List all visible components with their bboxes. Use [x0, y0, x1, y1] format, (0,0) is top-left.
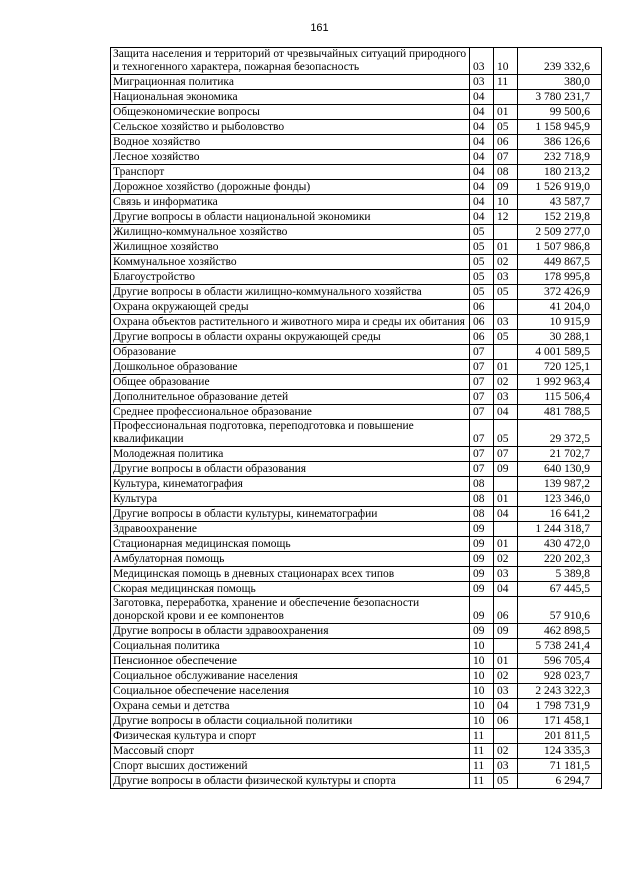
table-row — [111, 420, 602, 447]
amount-cell: 1 526 919,0 — [518, 180, 602, 195]
subsection-code-cell: 01 — [494, 360, 518, 375]
amount-cell: 6 294,7 — [518, 774, 602, 789]
subsection-code-cell: 02 — [494, 255, 518, 270]
amount-cell: 30 288,1 — [518, 330, 602, 345]
subsection-code-cell: 06 — [494, 714, 518, 729]
subsection-code-cell — [494, 477, 518, 492]
section-code-cell: 11 — [470, 744, 494, 759]
section-code-cell: 08 — [470, 507, 494, 522]
table-row — [111, 714, 602, 729]
section-code-cell: 07 — [470, 462, 494, 477]
subsection-code-cell: 07 — [494, 150, 518, 165]
expense-name-cell: Дошкольное образование — [111, 360, 470, 375]
subsection-code-cell: 03 — [494, 390, 518, 405]
subsection-code-cell: 03 — [494, 567, 518, 582]
amount-cell: 171 458,1 — [518, 714, 602, 729]
amount-cell: 928 023,7 — [518, 669, 602, 684]
section-code-cell: 05 — [470, 255, 494, 270]
amount-cell: 1 244 318,7 — [518, 522, 602, 537]
expense-name-cell: Защита населения и территорий от чрезвычайных ситуаций природного и техногенного характера, пожарная безопасность — [111, 48, 470, 75]
page-number: 161 — [310, 22, 329, 34]
table-row — [111, 285, 602, 300]
expense-name-cell: Физическая культура и спорт — [111, 729, 470, 744]
table-row — [111, 135, 602, 150]
expense-name-cell: Коммунальное хозяйство — [111, 255, 470, 270]
section-code-cell: 09 — [470, 567, 494, 582]
table-row — [111, 240, 602, 255]
section-code-cell: 10 — [470, 639, 494, 654]
subsection-code-cell: 04 — [494, 507, 518, 522]
expense-name-cell: Сельское хозяйство и рыболовство — [111, 120, 470, 135]
amount-cell: 201 811,5 — [518, 729, 602, 744]
expense-name-cell: Стационарная медицинская помощь — [111, 537, 470, 552]
expense-name-cell: Связь и информатика — [111, 195, 470, 210]
subsection-code-cell — [494, 225, 518, 240]
expense-name-cell: Общеэкономические вопросы — [111, 105, 470, 120]
amount-cell: 115 506,4 — [518, 390, 602, 405]
section-code-cell: 11 — [470, 774, 494, 789]
table-row — [111, 624, 602, 639]
expense-name-cell: Жилищно-коммунальное хозяйство — [111, 225, 470, 240]
section-code-cell: 04 — [470, 150, 494, 165]
subsection-code-cell: 03 — [494, 759, 518, 774]
expense-name-cell: Миграционная политика — [111, 75, 470, 90]
table-row — [111, 210, 602, 225]
subsection-code-cell: 09 — [494, 624, 518, 639]
section-code-cell: 06 — [470, 330, 494, 345]
section-code-cell: 04 — [470, 210, 494, 225]
expense-name-cell: Медицинская помощь в дневных стационарах всех типов — [111, 567, 470, 582]
section-code-cell: 11 — [470, 759, 494, 774]
expense-name-cell: Жилищное хозяйство — [111, 240, 470, 255]
subsection-code-cell: 02 — [494, 669, 518, 684]
section-code-cell: 04 — [470, 180, 494, 195]
expense-name-cell: Здравоохранение — [111, 522, 470, 537]
subsection-code-cell: 03 — [494, 270, 518, 285]
section-code-cell: 09 — [470, 537, 494, 552]
budget-table — [110, 47, 602, 789]
expense-name-cell: Лесное хозяйство — [111, 150, 470, 165]
subsection-code-cell: 11 — [494, 75, 518, 90]
expense-name-cell: Охрана объектов растительного и животного мира и среды их обитания — [111, 315, 470, 330]
table-row — [111, 345, 602, 360]
table-row — [111, 90, 602, 105]
expense-name-cell: Массовый спорт — [111, 744, 470, 759]
amount-cell: 1 507 986,8 — [518, 240, 602, 255]
table-row — [111, 120, 602, 135]
subsection-code-cell: 03 — [494, 315, 518, 330]
amount-cell: 430 472,0 — [518, 537, 602, 552]
amount-cell: 16 641,2 — [518, 507, 602, 522]
expense-name-cell: Заготовка, переработка, хранение и обеспечение безопасности донорской крови и ее компонентов — [111, 597, 470, 624]
amount-cell: 720 125,1 — [518, 360, 602, 375]
expense-name-cell: Пенсионное обеспечение — [111, 654, 470, 669]
table-row — [111, 654, 602, 669]
expense-name-cell: Спорт высших достижений — [111, 759, 470, 774]
table-row — [111, 567, 602, 582]
subsection-code-cell: 08 — [494, 165, 518, 180]
section-code-cell: 08 — [470, 492, 494, 507]
subsection-code-cell: 02 — [494, 552, 518, 567]
subsection-code-cell: 02 — [494, 744, 518, 759]
amount-cell: 380,0 — [518, 75, 602, 90]
section-code-cell: 10 — [470, 669, 494, 684]
section-code-cell: 06 — [470, 315, 494, 330]
section-code-cell: 07 — [470, 360, 494, 375]
expense-name-cell: Водное хозяйство — [111, 135, 470, 150]
subsection-code-cell: 10 — [494, 195, 518, 210]
subsection-code-cell: 05 — [494, 120, 518, 135]
section-code-cell: 04 — [470, 195, 494, 210]
amount-cell: 3 780 231,7 — [518, 90, 602, 105]
subsection-code-cell: 09 — [494, 462, 518, 477]
section-code-cell: 07 — [470, 375, 494, 390]
subsection-code-cell: 01 — [494, 240, 518, 255]
table-row — [111, 537, 602, 552]
table-row — [111, 300, 602, 315]
expense-name-cell: Амбулаторная помощь — [111, 552, 470, 567]
amount-cell: 481 788,5 — [518, 405, 602, 420]
table-row — [111, 507, 602, 522]
section-code-cell: 03 — [470, 48, 494, 75]
amount-cell: 2 243 322,3 — [518, 684, 602, 699]
section-code-cell: 04 — [470, 90, 494, 105]
table-row — [111, 522, 602, 537]
subsection-code-cell: 02 — [494, 375, 518, 390]
amount-cell: 41 204,0 — [518, 300, 602, 315]
amount-cell: 29 372,5 — [518, 420, 602, 447]
amount-cell: 152 219,8 — [518, 210, 602, 225]
amount-cell: 21 702,7 — [518, 447, 602, 462]
section-code-cell: 05 — [470, 225, 494, 240]
table-row — [111, 492, 602, 507]
section-code-cell: 09 — [470, 624, 494, 639]
section-code-cell: 05 — [470, 270, 494, 285]
section-code-cell: 07 — [470, 390, 494, 405]
expense-name-cell: Охрана семьи и детства — [111, 699, 470, 714]
expense-name-cell: Профессиональная подготовка, переподготовка и повышение квалификации — [111, 420, 470, 447]
subsection-code-cell: 05 — [494, 285, 518, 300]
amount-cell: 449 867,5 — [518, 255, 602, 270]
subsection-code-cell: 05 — [494, 330, 518, 345]
section-code-cell: 07 — [470, 447, 494, 462]
expense-name-cell: Другие вопросы в области национальной экономики — [111, 210, 470, 225]
subsection-code-cell: 03 — [494, 684, 518, 699]
section-code-cell: 11 — [470, 729, 494, 744]
amount-cell: 99 500,6 — [518, 105, 602, 120]
expense-name-cell: Социальная политика — [111, 639, 470, 654]
subsection-code-cell: 09 — [494, 180, 518, 195]
table-row — [111, 225, 602, 240]
expense-name-cell: Охрана окружающей среды — [111, 300, 470, 315]
amount-cell: 5 389,8 — [518, 567, 602, 582]
table-row — [111, 684, 602, 699]
table-row — [111, 270, 602, 285]
expense-name-cell: Среднее профессиональное образование — [111, 405, 470, 420]
table-row — [111, 552, 602, 567]
amount-cell: 180 213,2 — [518, 165, 602, 180]
amount-cell: 57 910,6 — [518, 597, 602, 624]
subsection-code-cell: 04 — [494, 582, 518, 597]
amount-cell: 123 346,0 — [518, 492, 602, 507]
table-row — [111, 462, 602, 477]
subsection-code-cell — [494, 345, 518, 360]
expense-name-cell: Дорожное хозяйство (дорожные фонды) — [111, 180, 470, 195]
subsection-code-cell — [494, 90, 518, 105]
amount-cell: 1 158 945,9 — [518, 120, 602, 135]
amount-cell: 386 126,6 — [518, 135, 602, 150]
amount-cell: 5 738 241,4 — [518, 639, 602, 654]
expense-name-cell: Другие вопросы в области культуры, кинематографии — [111, 507, 470, 522]
expense-name-cell: Культура, кинематография — [111, 477, 470, 492]
section-code-cell: 07 — [470, 405, 494, 420]
table-row — [111, 774, 602, 789]
subsection-code-cell — [494, 639, 518, 654]
table-row — [111, 669, 602, 684]
expense-name-cell: Образование — [111, 345, 470, 360]
table-row — [111, 105, 602, 120]
amount-cell: 2 509 277,0 — [518, 225, 602, 240]
amount-cell: 220 202,3 — [518, 552, 602, 567]
section-code-cell: 09 — [470, 522, 494, 537]
section-code-cell: 03 — [470, 75, 494, 90]
subsection-code-cell: 04 — [494, 405, 518, 420]
expense-name-cell: Транспорт — [111, 165, 470, 180]
table-row — [111, 75, 602, 90]
subsection-code-cell: 01 — [494, 105, 518, 120]
table-row — [111, 639, 602, 654]
expense-name-cell: Другие вопросы в области жилищно-коммунального хозяйства — [111, 285, 470, 300]
amount-cell: 139 987,2 — [518, 477, 602, 492]
table-row — [111, 180, 602, 195]
section-code-cell: 07 — [470, 420, 494, 447]
subsection-code-cell: 06 — [494, 135, 518, 150]
amount-cell: 10 915,9 — [518, 315, 602, 330]
table-row — [111, 48, 602, 75]
table-row — [111, 315, 602, 330]
section-code-cell: 08 — [470, 477, 494, 492]
expense-name-cell: Другие вопросы в области физической культуры и спорта — [111, 774, 470, 789]
section-code-cell: 04 — [470, 120, 494, 135]
expense-name-cell: Общее образование — [111, 375, 470, 390]
subsection-code-cell: 12 — [494, 210, 518, 225]
budget-table-body — [111, 48, 602, 789]
subsection-code-cell: 07 — [494, 447, 518, 462]
table-row — [111, 699, 602, 714]
section-code-cell: 06 — [470, 300, 494, 315]
section-code-cell: 10 — [470, 699, 494, 714]
table-row — [111, 195, 602, 210]
table-row — [111, 477, 602, 492]
section-code-cell: 10 — [470, 654, 494, 669]
amount-cell: 67 445,5 — [518, 582, 602, 597]
subsection-code-cell: 05 — [494, 420, 518, 447]
expense-name-cell: Национальная экономика — [111, 90, 470, 105]
section-code-cell: 05 — [470, 285, 494, 300]
subsection-code-cell: 01 — [494, 492, 518, 507]
subsection-code-cell: 01 — [494, 537, 518, 552]
table-row — [111, 330, 602, 345]
amount-cell: 232 718,9 — [518, 150, 602, 165]
table-row — [111, 582, 602, 597]
subsection-code-cell: 06 — [494, 597, 518, 624]
expense-name-cell: Другие вопросы в области здравоохранения — [111, 624, 470, 639]
expense-name-cell: Молодежная политика — [111, 447, 470, 462]
section-code-cell: 10 — [470, 714, 494, 729]
table-row — [111, 744, 602, 759]
table-row — [111, 759, 602, 774]
amount-cell: 178 995,8 — [518, 270, 602, 285]
amount-cell: 71 181,5 — [518, 759, 602, 774]
subsection-code-cell: 01 — [494, 654, 518, 669]
subsection-code-cell — [494, 729, 518, 744]
table-row — [111, 729, 602, 744]
table-row — [111, 165, 602, 180]
subsection-code-cell: 10 — [494, 48, 518, 75]
expense-name-cell: Благоустройство — [111, 270, 470, 285]
expense-name-cell: Дополнительное образование детей — [111, 390, 470, 405]
expense-name-cell: Другие вопросы в области охраны окружающей среды — [111, 330, 470, 345]
table-row — [111, 390, 602, 405]
table-row — [111, 447, 602, 462]
table-row — [111, 405, 602, 420]
amount-cell: 372 426,9 — [518, 285, 602, 300]
subsection-code-cell — [494, 522, 518, 537]
section-code-cell: 09 — [470, 552, 494, 567]
amount-cell: 1 992 963,4 — [518, 375, 602, 390]
amount-cell: 43 587,7 — [518, 195, 602, 210]
subsection-code-cell: 05 — [494, 774, 518, 789]
table-row — [111, 360, 602, 375]
section-code-cell: 10 — [470, 684, 494, 699]
table-row — [111, 255, 602, 270]
amount-cell: 239 332,6 — [518, 48, 602, 75]
expense-name-cell: Другие вопросы в области социальной политики — [111, 714, 470, 729]
expense-name-cell: Другие вопросы в области образования — [111, 462, 470, 477]
expense-name-cell: Скорая медицинская помощь — [111, 582, 470, 597]
section-code-cell: 04 — [470, 135, 494, 150]
table-row — [111, 597, 602, 624]
amount-cell: 596 705,4 — [518, 654, 602, 669]
amount-cell: 640 130,9 — [518, 462, 602, 477]
expense-name-cell: Социальное обеспечение населения — [111, 684, 470, 699]
amount-cell: 4 001 589,5 — [518, 345, 602, 360]
expense-name-cell: Социальное обслуживание населения — [111, 669, 470, 684]
section-code-cell: 09 — [470, 597, 494, 624]
table-row — [111, 375, 602, 390]
amount-cell: 1 798 731,9 — [518, 699, 602, 714]
section-code-cell: 05 — [470, 240, 494, 255]
subsection-code-cell: 04 — [494, 699, 518, 714]
section-code-cell: 04 — [470, 165, 494, 180]
amount-cell: 462 898,5 — [518, 624, 602, 639]
subsection-code-cell — [494, 300, 518, 315]
section-code-cell: 04 — [470, 105, 494, 120]
section-code-cell: 07 — [470, 345, 494, 360]
section-code-cell: 09 — [470, 582, 494, 597]
amount-cell: 124 335,3 — [518, 744, 602, 759]
expense-name-cell: Культура — [111, 492, 470, 507]
table-row — [111, 150, 602, 165]
